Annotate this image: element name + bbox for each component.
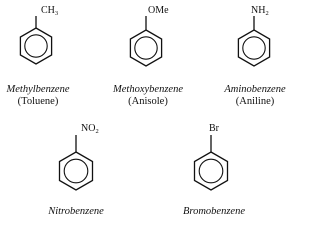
aromatic-circle <box>64 159 88 183</box>
toluene-common-name: (Toluene) <box>17 96 59 107</box>
aromatic-circle <box>199 159 223 183</box>
methyl-substituent-label: $CH_3$ <box>41 5 59 17</box>
methoxybenzene-name: Methoxybenzene <box>113 84 183 95</box>
aromatic-circle <box>135 37 157 59</box>
aromatic-circle <box>25 35 47 57</box>
aminobenzene-structure <box>238 16 269 66</box>
aminobenzene-name: Aminobenzene <box>224 84 286 95</box>
anisole-common-name: (Anisole) <box>128 96 168 107</box>
aniline-common-name: (Aniline) <box>235 96 275 107</box>
bromobenzene-name: Bromobenzene <box>182 206 246 217</box>
aromatic-circle <box>243 37 265 59</box>
methylbenzene-name: Methylbenzene <box>6 84 70 95</box>
methoxybenzene-structure <box>130 16 161 66</box>
nitrobenzene-structure <box>60 135 93 190</box>
amino-substituent-label: $NH_2$ <box>251 5 269 17</box>
bromobenzene-structure <box>195 135 228 190</box>
methoxy-substituent-label: OMe <box>148 5 169 16</box>
nitro-substituent-label: $NO_2$ <box>81 123 99 135</box>
bromo-substituent-label: Br <box>209 123 219 134</box>
methylbenzene-structure <box>20 16 51 64</box>
nitrobenzene-name: Nitrobenzene <box>48 206 104 217</box>
